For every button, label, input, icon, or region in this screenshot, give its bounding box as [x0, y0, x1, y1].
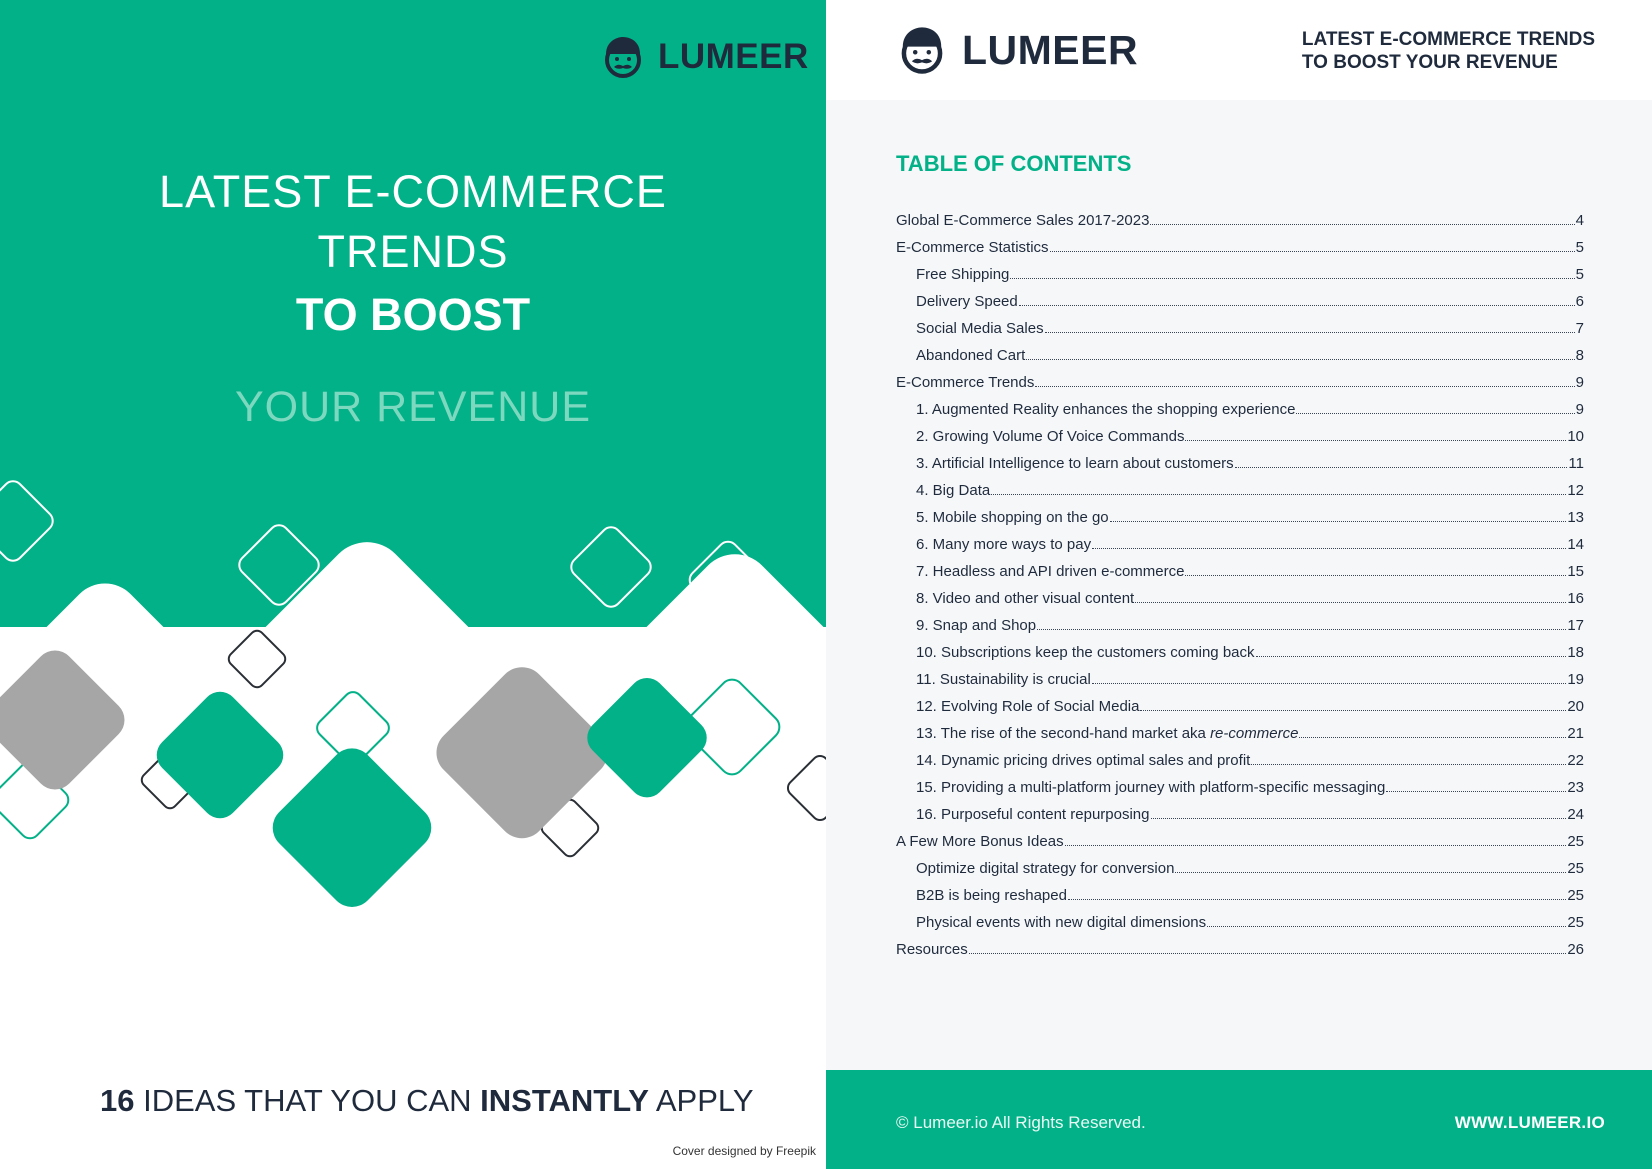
toc-page-number: 8 [1575, 347, 1584, 364]
toc-page-number: 4 [1575, 212, 1584, 229]
toc-entry-text: Optimize digital strategy for conversion [916, 860, 1175, 877]
toc-dot-leader [1045, 331, 1575, 333]
toc-entry-label [916, 752, 1250, 769]
toc-entry-text: 7. Headless and API driven e-commerce [916, 563, 1185, 580]
toc-entry-label [916, 266, 1009, 283]
toc-entry[interactable] [896, 752, 1584, 779]
toc-entry-italic-text: re-commerce [1210, 725, 1299, 742]
toc-entry-label [916, 509, 1109, 526]
toc-entry-text: 9. Snap and Shop [916, 617, 1037, 634]
toc-entry[interactable] [896, 914, 1584, 941]
toc-dot-leader [1299, 736, 1566, 738]
toc-entry-text: Resources [896, 941, 968, 958]
toc-page-number: 16 [1567, 590, 1584, 607]
toc-entry[interactable] [896, 482, 1584, 509]
toc-entry[interactable] [896, 725, 1584, 752]
toc-dot-leader [1235, 466, 1568, 468]
toc-page-number: 20 [1567, 698, 1584, 715]
header-document-title [1302, 28, 1595, 74]
toc-entry-text: 15. Providing a multi-platform journey with platform-specific messaging [916, 779, 1386, 796]
toc-entry-label [916, 590, 1134, 607]
toc-entry-text: 3. Artificial Intelligence to learn about customers [916, 455, 1234, 472]
toc-entry[interactable] [896, 671, 1584, 698]
header-title-line-2: TO BOOST YOUR REVENUE [1301, 52, 1558, 73]
toc-entry[interactable] [896, 212, 1584, 239]
toc-entry[interactable] [896, 860, 1584, 887]
toc-dot-leader [1010, 277, 1574, 279]
toc-page [826, 0, 1652, 1169]
toc-entry-text: 5. Mobile shopping on the go [916, 509, 1109, 526]
toc-entry-label [916, 401, 1295, 418]
toc-entry-label [916, 725, 1298, 742]
toc-entry-text: 8. Video and other visual content [916, 590, 1135, 607]
toc-dot-leader [1019, 304, 1575, 306]
toc-entry[interactable] [896, 887, 1584, 914]
toc-entry-label [916, 293, 1018, 310]
toc-entry-text: 13. The rise of the second-hand market aka [916, 725, 1211, 742]
toc-entry-text: E-Commerce Statistics [896, 239, 1049, 256]
toc-entry-text: Delivery Speed [916, 293, 1018, 310]
toc-dot-leader [1251, 763, 1566, 765]
toc-entry-label [916, 644, 1255, 661]
toc-page-number: 6 [1575, 293, 1584, 310]
toc-entry-label [916, 887, 1067, 904]
toc-entry-label [916, 806, 1150, 823]
toc-entry-label [896, 239, 1049, 256]
toc-entry[interactable] [896, 509, 1584, 536]
toc-entry[interactable] [896, 563, 1584, 590]
tagline-text-1: IDEAS THAT YOU CAN [134, 1083, 481, 1118]
toc-page-number: 5 [1575, 239, 1584, 256]
toc-entry[interactable] [896, 347, 1584, 374]
toc-page-number: 13 [1567, 509, 1584, 526]
toc-entry[interactable] [896, 239, 1584, 266]
toc-entry-label [916, 698, 1139, 715]
toc-entry[interactable] [896, 779, 1584, 806]
toc-page-number: 24 [1567, 806, 1584, 823]
toc-entry[interactable] [896, 428, 1584, 455]
toc-entry-text: A Few More Bonus Ideas [896, 833, 1064, 850]
toc-page-number: 25 [1567, 914, 1584, 931]
toc-dot-leader [1140, 709, 1566, 711]
toc-page-number: 26 [1567, 941, 1584, 958]
toc-dot-leader [1296, 412, 1574, 414]
toc-page-number: 25 [1567, 887, 1584, 904]
toc-dot-leader [1092, 547, 1566, 549]
mascot-logo-icon [600, 34, 646, 80]
cover-credit: Cover designed by Freepik [672, 1144, 816, 1158]
toc-entry-text: Global E-Commerce Sales 2017-2023 [896, 212, 1150, 229]
toc-dot-leader [1185, 439, 1566, 441]
toc-entry-text: 1. Augmented Reality enhances the shopping experience [916, 401, 1296, 418]
cover-title-line-2: TRENDS [317, 226, 509, 277]
toc-entry-label [916, 428, 1184, 445]
toc-entry-text: Physical events with new digital dimensions [916, 914, 1207, 931]
toc-page-number: 7 [1575, 320, 1584, 337]
toc-entry-label [916, 455, 1234, 472]
toc-entry-label [916, 482, 990, 499]
toc-entry-text: B2B is being reshaped [916, 887, 1067, 904]
toc-entry-text: 16. Purposeful content repurposing [916, 806, 1150, 823]
toc-page-number: 25 [1567, 833, 1584, 850]
website-link[interactable]: WWW.LUMEER.IO [1454, 1113, 1605, 1132]
toc-entry-text: 10. Subscriptions keep the customers coming back [916, 644, 1255, 661]
toc-page-number: 5 [1575, 266, 1584, 283]
toc-page-number: 21 [1567, 725, 1584, 742]
outline-diamond-shape [567, 523, 655, 611]
toc-entry[interactable] [896, 617, 1584, 644]
brand-logo [600, 34, 809, 80]
toc-entry-text: 4. Big Data [916, 482, 991, 499]
toc-dot-leader [1037, 628, 1566, 630]
toc-page-number: 14 [1567, 536, 1584, 553]
toc-dot-leader [1151, 817, 1567, 819]
toc-entry[interactable] [896, 401, 1584, 428]
toc-entry-label [916, 320, 1044, 337]
toc-entry-text: E-Commerce Trends [896, 374, 1035, 391]
toc-entry-text: 11. Sustainability is crucial [916, 671, 1091, 688]
toc-dot-leader [1026, 358, 1574, 360]
toc-page-number: 17 [1567, 617, 1584, 634]
toc-entry[interactable] [896, 266, 1584, 293]
tagline-number: 16 [100, 1083, 135, 1118]
toc-entry[interactable] [896, 293, 1584, 320]
toc-entry-label [896, 941, 968, 958]
toc-dot-leader [1065, 844, 1567, 846]
toc-dot-leader [1050, 250, 1575, 252]
toc-entry-label [896, 212, 1149, 229]
toc-entry[interactable] [896, 806, 1584, 833]
toc-entry[interactable] [896, 536, 1584, 563]
toc-entry[interactable] [896, 941, 1584, 968]
toc-entry-label [896, 374, 1034, 391]
toc-dot-leader [1092, 682, 1567, 684]
toc-entry[interactable] [896, 644, 1584, 671]
toc-entry-text: 14. Dynamic pricing drives optimal sales and profit [916, 752, 1251, 769]
toc-entry[interactable] [896, 833, 1584, 860]
toc-entry-label [916, 779, 1385, 796]
toc-page-number: 9 [1575, 374, 1584, 391]
copyright-text: © Lumeer.io All Rights Reserved. [896, 1113, 1146, 1132]
toc-dot-leader [1035, 385, 1574, 387]
toc-entry-text: Social Media Sales [916, 320, 1044, 337]
toc-page-number: 11 [1568, 455, 1584, 472]
toc-entry-text: Abandoned Cart [916, 347, 1026, 364]
toc-entry-text: 2. Growing Volume Of Voice Commands [916, 428, 1185, 445]
toc-heading: TABLE OF CONTENTS [896, 151, 1132, 176]
toc-dot-leader [1150, 223, 1574, 225]
header-title-line-1: LATEST E-COMMERCE TRENDS [1301, 29, 1595, 50]
toc-entry-label [916, 536, 1091, 553]
toc-entry[interactable] [896, 320, 1584, 347]
toc-entry-label [916, 914, 1206, 931]
toc-entry-text: 12. Evolving Role of Social Media [916, 698, 1140, 715]
toc-list [896, 212, 1584, 968]
toc-page-number: 12 [1567, 482, 1584, 499]
toc-entry-label [916, 860, 1174, 877]
toc-dot-leader [1110, 520, 1567, 522]
toc-entry-label [916, 617, 1036, 634]
cover-tagline [100, 1083, 754, 1119]
toc-dot-leader [1068, 898, 1566, 900]
toc-entry-label [916, 347, 1025, 364]
toc-entry-text: 6. Many more ways to pay [916, 536, 1092, 553]
toc-page-number: 18 [1567, 644, 1584, 661]
toc-page-number: 22 [1567, 752, 1584, 769]
cover-subtitle: YOUR REVENUE [234, 383, 592, 431]
toc-entry[interactable] [896, 698, 1584, 725]
toc-entry-label [916, 563, 1184, 580]
toc-entry-label [896, 833, 1064, 850]
toc-page-number: 25 [1567, 860, 1584, 877]
brand-name: LUMEER [658, 37, 809, 76]
toc-entry[interactable] [896, 590, 1584, 617]
tagline-emphasis: INSTANTLY [480, 1083, 649, 1118]
toc-dot-leader [1256, 655, 1567, 657]
brand-logo [896, 24, 1138, 76]
toc-page-number: 15 [1567, 563, 1584, 580]
toc-entry[interactable] [896, 455, 1584, 482]
toc-page-number: 9 [1575, 401, 1584, 418]
mascot-logo-icon [896, 24, 948, 76]
toc-dot-leader [991, 493, 1566, 495]
toc-dot-leader [969, 952, 1567, 954]
cover-title-line-1: LATEST E-COMMERCE [159, 166, 667, 217]
toc-dot-leader [1175, 871, 1566, 873]
toc-entry-text: Free Shipping [916, 266, 1010, 283]
toc-entry[interactable] [896, 374, 1584, 401]
toc-entry-label [916, 671, 1091, 688]
toc-page-number: 23 [1567, 779, 1584, 796]
toc-dot-leader [1185, 574, 1566, 576]
brand-name: LUMEER [962, 26, 1139, 73]
outline-diamond-shape [0, 477, 57, 565]
tagline-text-2: APPLY [648, 1083, 754, 1118]
toc-page-number: 19 [1567, 671, 1584, 688]
toc-dot-leader [1135, 601, 1566, 603]
cover-title-line-3: TO BOOST [295, 289, 531, 340]
toc-dot-leader [1207, 925, 1566, 927]
toc-dot-leader [1386, 790, 1566, 792]
toc-page-number: 10 [1567, 428, 1584, 445]
